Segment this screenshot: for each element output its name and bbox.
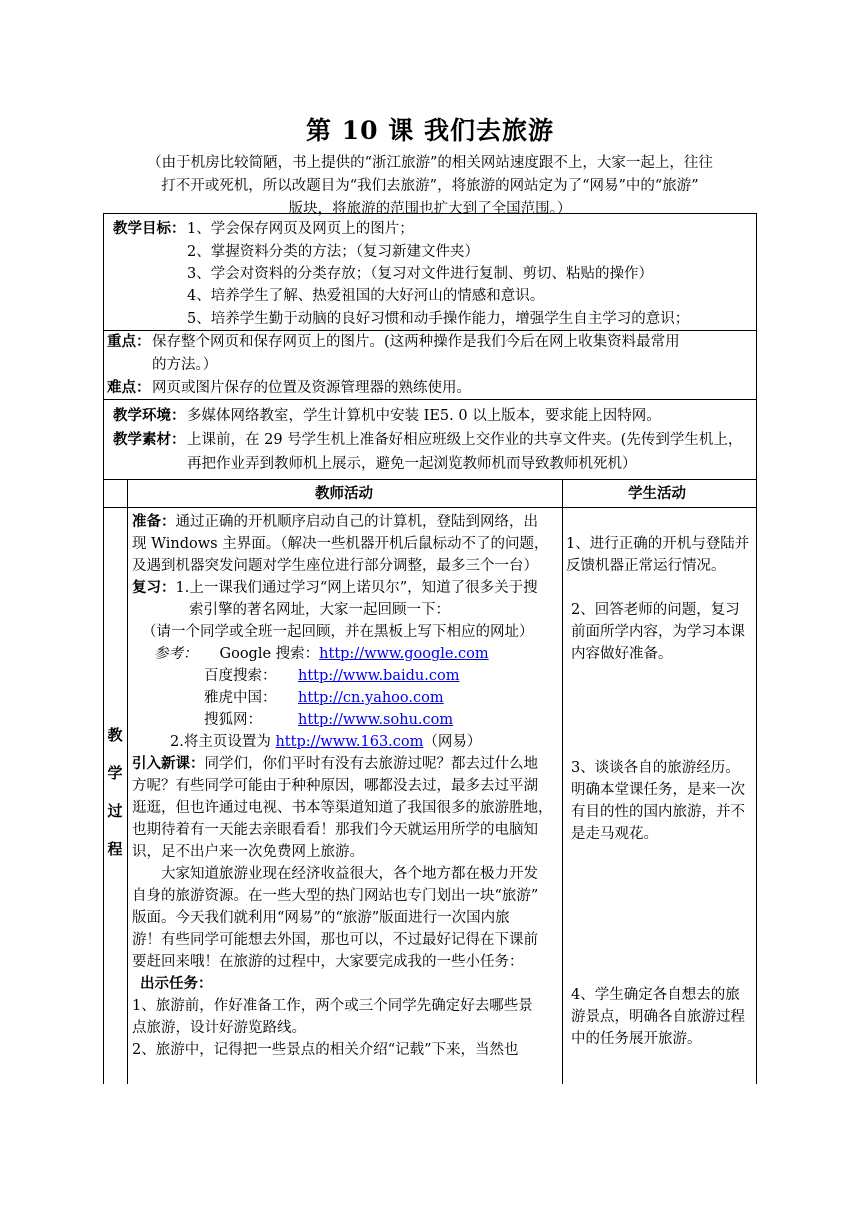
sohu-link[interactable]: http://www.sohu.com bbox=[298, 712, 454, 728]
new-lesson-line: 逛逛，但也许通过电视、书本等渠道知道了我国很多的旅游胜地， bbox=[132, 800, 553, 816]
task-line: 2、旅游中，记得把一些景点的相关介绍“记载”下来，当然也 bbox=[132, 1042, 519, 1058]
materials-text: 上课前，在 29 号学生机上准备好相应班级上交作业的共享文件夹。(先传到学生机上， bbox=[187, 432, 743, 448]
key-points-text-cont: 的方法。） bbox=[152, 357, 218, 373]
prep-line: 现 Windows 主界面。（解决一些机器开机后鼠标动不了的问题， bbox=[132, 536, 549, 552]
teacher-column bbox=[132, 511, 558, 1061]
reference-row: 参考： Google 搜索：http://www.google.com bbox=[154, 646, 489, 662]
intro-line-2: 打不开或死机，所以改题目为“我们去旅游”，将旅游的网站定为了“网易”中的“旅游” bbox=[161, 178, 699, 194]
side-label-char: 教 bbox=[107, 726, 123, 744]
netease-link[interactable]: http://www.163.com bbox=[275, 734, 424, 750]
site-row: 搜狐网： http://www.sohu.com bbox=[204, 712, 454, 728]
header-student: 学生活动 bbox=[628, 485, 686, 502]
prep-label: 准备： bbox=[132, 513, 176, 530]
new-lesson-line: 识，足不出户来一次免费网上旅游。 bbox=[132, 844, 364, 860]
task-line: 点旅游，设计好游览路线。 bbox=[132, 1020, 306, 1036]
materials-label: 教学素材： bbox=[113, 431, 186, 448]
new-lesson-label: 引入新课： bbox=[132, 755, 205, 772]
paragraph-line: 版面。今天我们就利用“网易”的“旅游”版面进行一次国内旅 bbox=[132, 910, 510, 926]
objective-item: 4、培养学生了解、热爱祖国的大好河山的情感和意识。 bbox=[187, 288, 545, 304]
intro-line-1: （由于机房比较简陋，书上提供的“浙江旅游”的相关网站速度跟不上，大家一起上，往往 bbox=[147, 155, 713, 171]
table-divider-left bbox=[127, 479, 128, 1084]
student-activity-3: 3、谈谈各自的旅游经历。 明确本堂课任务，是来一次 有目的性的国内旅游，并不 是走马观花。 bbox=[571, 760, 745, 842]
baidu-link[interactable]: http://www.baidu.com bbox=[298, 668, 460, 684]
side-label-char: 学 bbox=[107, 764, 123, 782]
intro-line-3: 版块，将旅游的范围也扩大到了全国范围。） bbox=[288, 201, 572, 217]
new-lesson-line: 引入新课：同学们，你们平时有没有去旅游过呢？都去过什么地 bbox=[132, 755, 538, 772]
table-divider-right bbox=[562, 479, 563, 1084]
student-activity-4: 4、学生确定各自想去的旅 游景点，明确各自旅游过程 中的任务展开旅游。 bbox=[571, 987, 745, 1047]
review-line: 复习：1.上一课我们通过学习“网上诺贝尔”，知道了很多关于搜 bbox=[132, 579, 538, 596]
objective-item: 5、培养学生勤于动脑的良好习惯和动手操作能力，增强学生自主学习的意识； bbox=[187, 311, 690, 327]
new-lesson-line: 方呢？有些同学可能由于种种原因，哪都没去过，最多去过平湖 bbox=[132, 778, 538, 794]
side-label-char: 程 bbox=[107, 840, 123, 858]
task-heading: 出示任务： bbox=[140, 975, 213, 992]
difficulties-text: 网页或图片保存的位置及资源管理器的熟练使用。 bbox=[152, 380, 471, 396]
prep-line: 准备：通过正确的开机顺序启动自己的计算机，登陆到网络，出 bbox=[132, 513, 538, 530]
student-activity-2: 2、回答老师的问题，复习 前面所学内容，为学习本课 内容做好准备。 bbox=[571, 602, 745, 662]
review-line: （请一个同学或全班一起回顾，并在黑板上写下相应的网址） bbox=[142, 624, 534, 640]
environment-label: 教学环境： bbox=[113, 407, 186, 424]
review-label: 复习： bbox=[132, 579, 176, 596]
paragraph-line: 大家知道旅游业现在经济收益很大，各个地方都在极力开发 bbox=[161, 866, 538, 882]
google-link[interactable]: http://www.google.com bbox=[319, 646, 489, 662]
table-header-rule bbox=[103, 507, 757, 508]
objective-item: 3、学会对资料的分类存放；（复习对文件进行复制、剪切、粘贴的操作） bbox=[187, 266, 653, 282]
yahoo-link[interactable]: http://cn.yahoo.com bbox=[298, 690, 444, 706]
header-teacher: 教师活动 bbox=[315, 485, 373, 502]
review-line: 索引擎的著名网址，大家一起回顾一下： bbox=[189, 602, 450, 618]
reference-label: 参考： bbox=[154, 646, 198, 662]
prep-line: 及遇到机器突发问题对学生座位进行部分调整，最多三个一台） bbox=[132, 558, 538, 574]
page-title: 第 10 课 我们去旅游 bbox=[306, 116, 554, 145]
student-activity-1: 1、进行正确的开机与登陆并 反馈机器正常运行情况。 bbox=[566, 536, 750, 574]
side-label-char: 过 bbox=[107, 802, 123, 820]
paragraph-line: 自身的旅游资源。在一些大型的热门网站也专门划出一块“旅游” bbox=[132, 888, 539, 904]
key-points-text: 保存整个网页和保存网页上的图片。(这两种操作是我们今后在网上收集资料最常用 bbox=[152, 334, 680, 350]
homepage-line: 2.将主页设置为 http://www.163.com（网易） bbox=[170, 734, 482, 750]
materials-text-cont: 再把作业弄到教师机上展示，避免一起浏览教师机而导致教师机死机） bbox=[187, 456, 637, 472]
paragraph-line: 要赶回来哦！在旅游的过程中，大家要完成我的一些小任务： bbox=[132, 954, 524, 970]
new-lesson-line: 也期待着有一天能去亲眼看看！那我们今天就运用所学的电脑知 bbox=[132, 822, 538, 838]
site-row: 雅虎中国： http://cn.yahoo.com bbox=[204, 690, 444, 706]
objectives-label: 教学目标： bbox=[113, 220, 186, 237]
key-points-label: 重点： bbox=[107, 333, 151, 350]
objective-item: 1、学会保存网页及网页上的图片； bbox=[187, 221, 414, 237]
difficulties-label: 难点： bbox=[107, 379, 151, 396]
objective-item: 2、掌握资料分类的方法；（复习新建文件夹） bbox=[187, 244, 479, 260]
environment-text: 多媒体网络教室，学生计算机中安装 IE5. 0 以上版本，要求能上因特网。 bbox=[187, 408, 661, 424]
site-row: 百度搜索： http://www.baidu.com bbox=[204, 668, 460, 684]
task-line: 1、旅游前，作好准备工作，两个或三个同学先确定好去哪些景 bbox=[132, 998, 533, 1014]
paragraph-line: 游！有些同学可能想去外国，那也可以，不过最好记得在下课前 bbox=[132, 932, 538, 948]
